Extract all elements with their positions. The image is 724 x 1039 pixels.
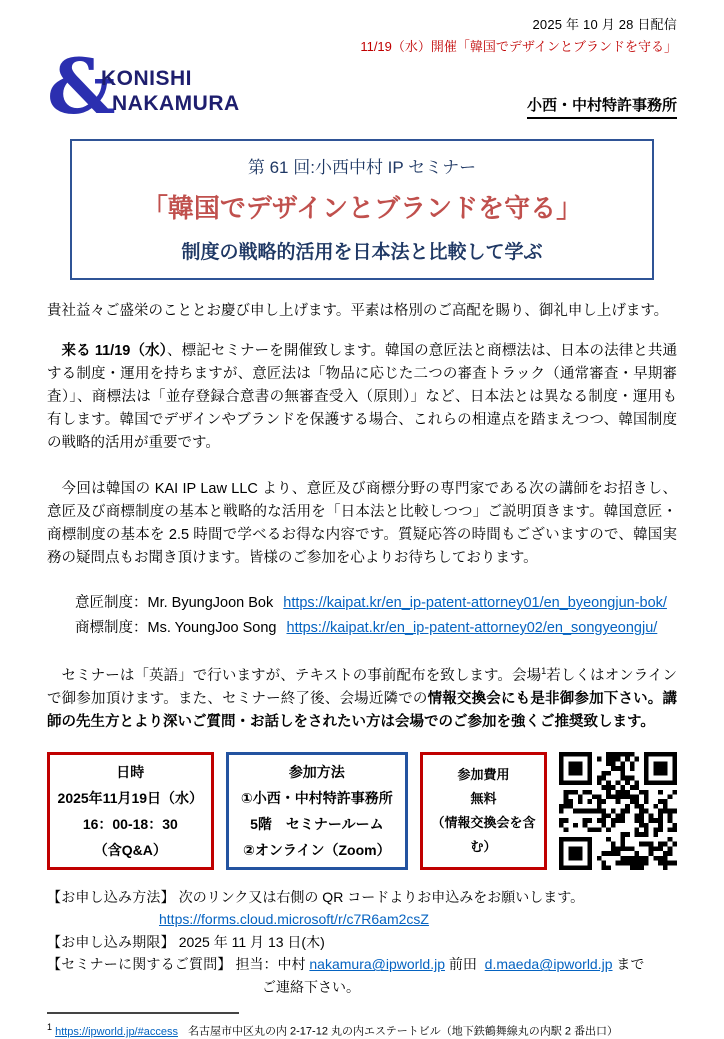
contact-suffix: まで [616, 956, 645, 973]
application-method-row [47, 886, 677, 909]
application-deadline-row [47, 931, 677, 954]
distribution-date: 2025 年 10 月 28 日配信 [532, 17, 677, 32]
datetime-time: 16：00-18：30 [82, 815, 178, 832]
datetime-title: 日時 [116, 763, 145, 780]
footnote [47, 1022, 677, 1039]
participation-venue: ①小西・中村特許事務所 [240, 789, 393, 806]
venue-access-link[interactable]: https://ipworld.jp/#access [55, 1025, 178, 1038]
announcement-text: 、標記セミナーを開催致します。韓国の意匠法と商標法は、日本の法律と共通する制度・運用を持ちますが、意匠法は「物品に応じた二つの審査トラック（通常審査・早期審査）」、商標法は「並存登録合意書の無審査受入（原則）」など、日本法とは異なる制度・運用も有します。韓国でデザインやブランドを保護する場合、これらの相違点を踏まえつつ、韓国制度の戦略的活用が重要です。 [47, 343, 677, 451]
contact-person-2: 前田 [448, 956, 477, 973]
datetime-box [47, 752, 214, 870]
application-contact-label: 【セミナーに関するご質問】 [47, 956, 232, 973]
content-paragraph: 今回は韓国の KAI IP Law LLC より、意匠及び商標分野の専門家である次の講師をお招きし、意匠及び商標制度の基本と戦略的な活用を「日本法と比較しつつ」ご説明頂きます。韓国意匠・商標制度の基本を 2.5 時間で学べるお得な内容です。質疑応答の時間もございますので、韓国実務の疑問点もお聞き頂けます。皆様のご参加を心よりお待ちしております。 [47, 481, 677, 566]
greeting-paragraph: 貴社益々ご盛栄のこととお慶び申し上げます。平素は格別のご高配を賜り、御礼申し上げます。 [47, 303, 669, 319]
participation-box [226, 752, 408, 870]
seminar-title-box [70, 139, 654, 280]
qr-code [559, 752, 677, 870]
fee-title: 参加費用 [457, 766, 510, 782]
application-section [47, 886, 677, 999]
speakers-block [75, 591, 677, 641]
info-boxes-row [47, 752, 677, 870]
contact-email-2-link[interactable]: d.maeda@ipworld.jp [484, 956, 613, 973]
logo-line-konishi: KONISHI [101, 67, 193, 90]
logistics-emphasis: 情報交換会にも是非御参加下さい。講師の先生方とより深いご質問・お話しをされたい方は会場でのご参加を強くご推奨致します。 [47, 690, 677, 730]
application-method-label: 【お申し込み方法】 [47, 888, 175, 905]
contact-continuation: ご連絡下さい。 [262, 978, 360, 995]
announcement-paragraph [47, 340, 677, 455]
application-form-link[interactable]: https://forms.cloud.microsoft/r/c7R6am2csZ [159, 911, 429, 928]
speaker-design-label: 意匠制度：Mr. ByungJoon Bok [75, 595, 274, 611]
participation-online: ②オンライン（Zoom） [243, 841, 391, 858]
konishi-nakamura-logo [47, 42, 297, 131]
participation-room: 5階 セミナールーム [250, 815, 384, 832]
application-method-text: 次のリンク又は右側の QR コードよりお申込みをお願いします。 [178, 888, 585, 905]
datetime-date: 2025年11月19日（水） [57, 789, 204, 806]
date-emphasis: 来る 11/19（水） [61, 343, 168, 359]
fee-note: （情報交換会を含む） [431, 814, 536, 854]
footnote-marker: 1 [47, 1022, 53, 1033]
application-form-row [47, 908, 677, 931]
logo-wordmark [101, 66, 240, 116]
logo-line-nakamura: NAKAMURA [112, 92, 240, 115]
application-contact-cont-row [47, 976, 677, 999]
fee-box [420, 752, 547, 870]
speaker-trademark-row [75, 616, 677, 641]
contact-person-1: 担当：中村 [235, 956, 306, 973]
venue-address: 名古屋市中区丸の内 2-17-12 丸の内エステートビル（地下鉄鶴舞線丸の内駅 2 番出口） [187, 1025, 619, 1038]
seminar-main-title: 「韓国でデザインとブランドを守る」 [141, 193, 583, 223]
speaker-trademark-link[interactable]: https://kaipat.kr/en_ip-patent-attorney02/en_songyeongju/ [286, 620, 658, 636]
logistics-paragraph [47, 660, 677, 734]
speaker-design-link[interactable]: https://kaipat.kr/en_ip-patent-attorney01/en_byeongjun-bok/ [283, 595, 667, 611]
logistics-text-2: 若しくはオンラインで御参加頂けます。また、セミナー終了後、会場近隣での [47, 667, 677, 707]
firm-name: 小西・中村特許事務所 [527, 94, 677, 119]
logistics-text-1: セミナーは「英語」で行いますが、テキストの事前配布を致します。会場 [61, 667, 542, 684]
ampersand-logo-icon: & [47, 42, 116, 131]
application-deadline-text: 2025 年 11 月 13 日(木) [178, 933, 325, 950]
participation-title: 参加方法 [288, 763, 345, 780]
seminar-subtitle: 制度の戦略的活用を日本法と比較して学ぶ [181, 242, 543, 263]
application-deadline-label: 【お申し込み期限】 [47, 933, 175, 950]
speaker-design-row [75, 591, 677, 616]
footnote-separator [47, 1012, 239, 1014]
datetime-note: （含Q&A） [93, 841, 167, 858]
event-banner-line: 11/19（水）開催「韓国でデザインとブランドを守る」 [360, 39, 677, 54]
footnote-ref: 1 [541, 666, 547, 676]
speaker-trademark-label: 商標制度：Ms. YoungJoo Song [75, 620, 277, 636]
contact-email-1-link[interactable]: nakamura@ipworld.jp [309, 956, 445, 973]
fee-amount: 無料 [470, 790, 497, 806]
application-contact-row [47, 953, 677, 976]
seminar-series-title: 第 61 回:小西中村 IP セミナー [247, 158, 477, 177]
